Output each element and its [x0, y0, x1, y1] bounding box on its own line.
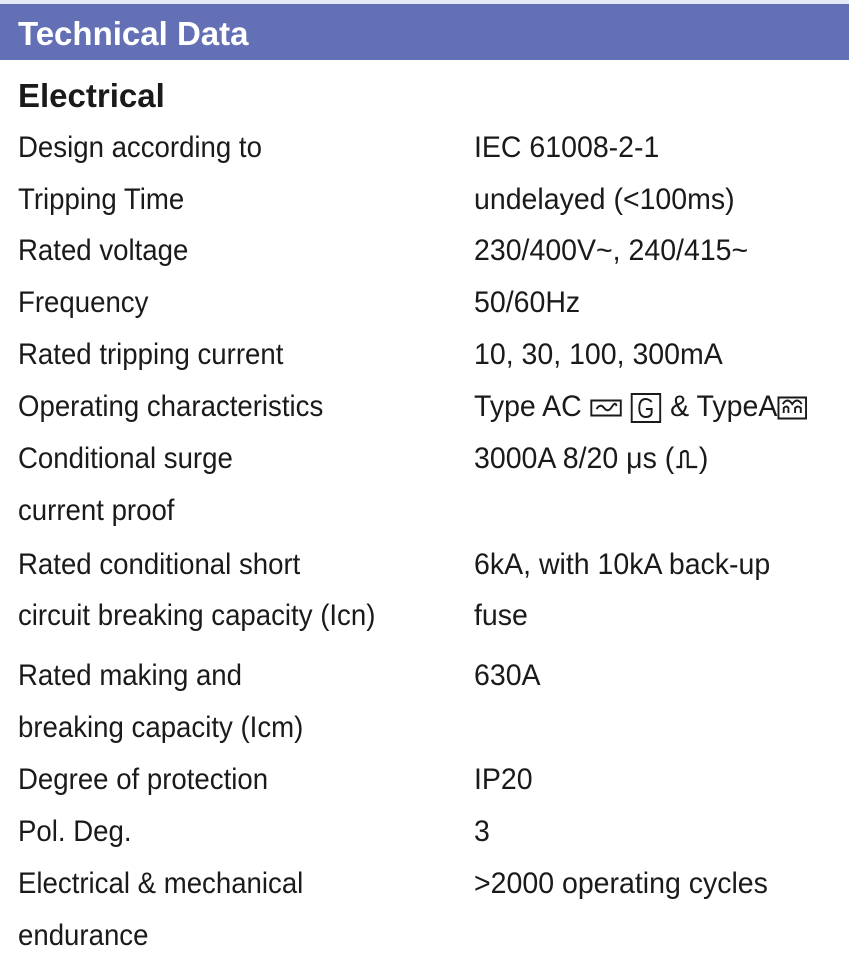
- value-breaking-capacity-line2: fuse: [474, 599, 528, 632]
- label-rated-conditional-short: Rated conditional short: [18, 548, 301, 581]
- label-rated-making-and: Rated making and: [18, 659, 243, 692]
- value-making-breaking-capacity: 630A: [474, 659, 541, 692]
- surge-value-text: 3000A 8/20 μs (: [474, 442, 675, 475]
- label-pol-deg: Pol. Deg.: [18, 815, 132, 848]
- pulsating-dc-icon: [777, 395, 807, 421]
- label-current-proof: current proof: [18, 494, 175, 527]
- value-pol-deg: 3: [474, 815, 490, 848]
- label-tripping-time: Tripping Time: [18, 183, 185, 216]
- label-electrical-mechanical: Electrical & mechanical: [18, 867, 304, 900]
- label-endurance: endurance: [18, 919, 149, 952]
- impulse-waveform-icon: [674, 448, 699, 472]
- value-design-according-to: IEC 61008-2-1: [474, 131, 660, 164]
- label-conditional-surge: Conditional surge: [18, 442, 233, 475]
- g-type-icon: [630, 392, 662, 424]
- ac-waveform-icon: [590, 397, 622, 419]
- value-endurance: >2000 operating cycles: [474, 867, 768, 900]
- header-title: Technical Data: [18, 15, 249, 52]
- value-rated-tripping-current: 10, 30, 100, 300mA: [474, 338, 723, 371]
- label-frequency: Frequency: [18, 286, 149, 319]
- technical-data-header: [0, 4, 849, 60]
- value-rated-voltage: 230/400V~, 240/415~: [474, 234, 749, 267]
- type-a-text: & TypeA: [670, 390, 778, 423]
- label-breaking-capacity-icm: breaking capacity (Icm): [18, 711, 304, 744]
- section-title-electrical: Electrical: [18, 77, 165, 114]
- value-surge-current-proof: [474, 441, 708, 477]
- value-tripping-time: undelayed (<100ms): [474, 183, 735, 216]
- value-frequency: 50/60Hz: [474, 286, 581, 319]
- label-circuit-breaking-capacity: circuit breaking capacity (Icn): [18, 599, 376, 632]
- value-operating-characteristics: [474, 389, 808, 425]
- label-design-according-to: Design according to: [18, 131, 262, 164]
- value-degree-of-protection: IP20: [474, 763, 533, 796]
- label-operating-characteristics: Operating characteristics: [18, 390, 324, 423]
- label-rated-tripping-current: Rated tripping current: [18, 338, 284, 371]
- label-rated-voltage: Rated voltage: [18, 234, 189, 267]
- value-breaking-capacity: 6kA, with 10kA back-up: [474, 548, 771, 581]
- label-degree-of-protection: Degree of protection: [18, 763, 269, 796]
- type-ac-text: Type AC: [474, 390, 582, 423]
- surge-value-close: ): [698, 442, 709, 475]
